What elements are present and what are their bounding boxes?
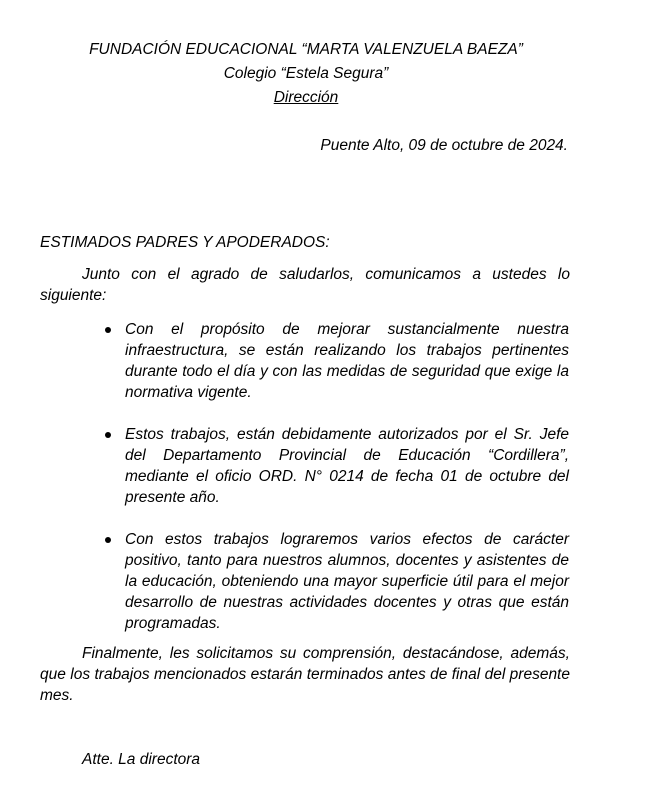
bullet-dot-icon	[105, 537, 111, 543]
bullet-item	[125, 319, 569, 403]
school-name: Colegio “Estela Segura”	[223, 65, 389, 82]
bullet-dot-icon	[105, 327, 111, 333]
bullet-text: Con el propósito de mejorar sustancialmente nuestra infraestructura, se están realizando los trabajos pertinentes durante todo el día y con las medidas de seguridad que exige la normativa vigente.	[125, 321, 569, 401]
foundation-name: FUNDACIÓN EDUCACIONAL “MARTA VALENZUELA BAEZA”	[89, 41, 523, 58]
bullet-list	[125, 319, 569, 655]
date-line: Puente Alto, 09 de octubre de 2024.	[320, 137, 568, 154]
signature-line: Atte. La directora	[82, 751, 201, 768]
closing-paragraph: Finalmente, les solicitamos su comprensión, destacándose, además, que los trabajos mencionados estarán terminados antes de final del presente mes.	[40, 645, 570, 704]
intro-paragraph: Junto con el agrado de saludarlos, comunicamos a ustedes lo siguiente:	[40, 266, 570, 304]
letterhead	[0, 38, 612, 110]
bullet-dot-icon	[105, 432, 111, 438]
office-name: Dirección	[273, 89, 339, 106]
bullet-item	[125, 424, 569, 508]
salutation: ESTIMADOS PADRES Y APODERADOS:	[40, 234, 330, 251]
bullet-item	[125, 529, 569, 634]
bullet-text: Estos trabajos, están debidamente autorizados por el Sr. Jefe del Departamento Provincial de Educación “Cordillera”, mediante el oficio ORD. N° 0214 de fecha 01 de octubre del presente año.	[125, 426, 569, 506]
bullet-text: Con estos trabajos lograremos varios efectos de carácter positivo, tanto para nuestros alumnos, docentes y asistentes de la educación, obteniendo una mayor superficie útil para el mejor desarrollo de nuestras actividades docentes y otras que están programadas.	[125, 531, 569, 632]
